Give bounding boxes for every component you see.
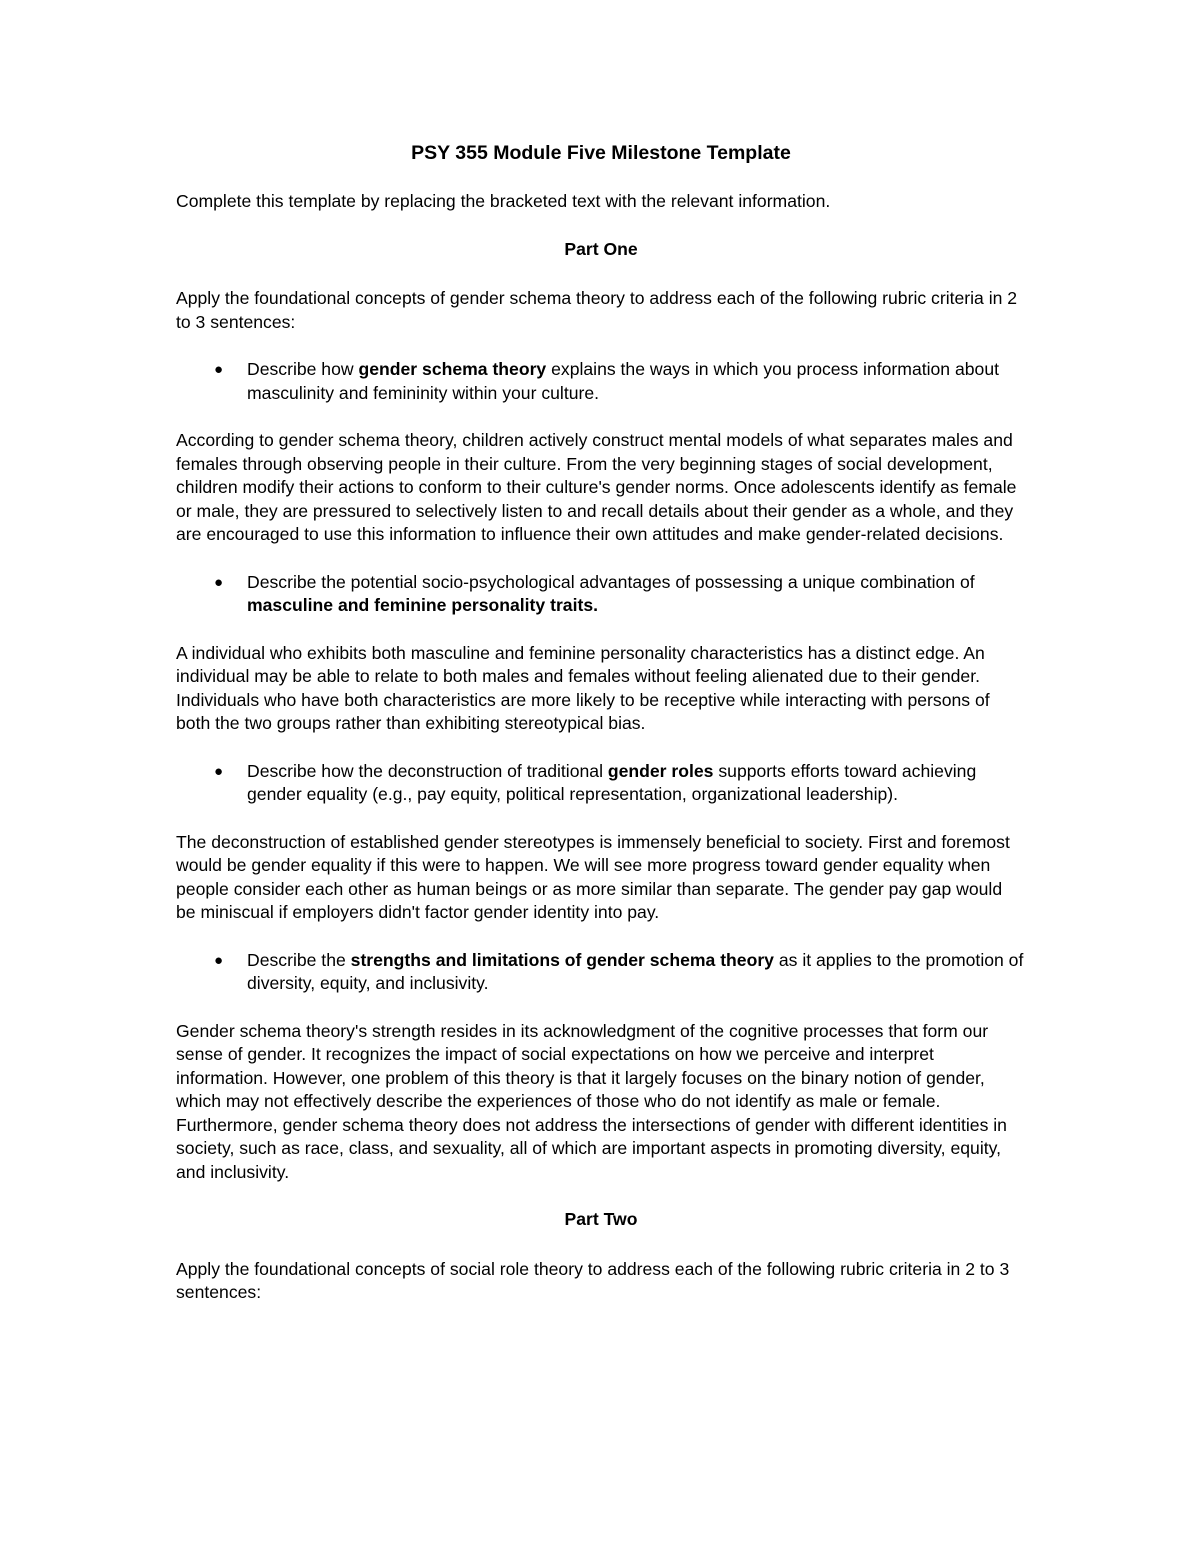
bullet-icon: ● [214,573,224,591]
bullet-icon: ● [214,951,224,969]
intro-text: Complete this template by replacing the bracketed text with the relevant information. [176,191,831,211]
response-paragraph: Gender schema theory's strength resides in its acknowledgment of the cognitive processes that form our sense of gender. It recognizes the impact of social expectations on how we perceive and interpret information. However, one problem of this theory is that it largely focuses on the binary notion of gender, which may not effectively describe the experiences of those who do not identify as male or female. Furthermore, gender schema theory does not address the intersections of gender with different identities in society, such as race, class, and sexuality, all of which are important aspects in promoting diversity, equity, and inclusivity. [176,1020,1007,1182]
prompt-text: Describe the [247,949,351,970]
part-two-heading: Part Two [564,1209,638,1229]
rubric-bullet [176,760,1026,807]
prompt-text: Describe the potential socio-psychological advantages of possessing a unique combination of [247,571,975,592]
part-one-instruction: Apply the foundational concepts of gender schema theory to address each of the following rubric criteria in 2 to 3 sentences: [176,288,1018,332]
prompt-text: Describe how [247,359,359,379]
prompt-bold-term: gender schema theory [358,359,547,379]
response-paragraph: According to gender schema theory, children actively construct mental models of what separates males and females through observing people in their culture. From the very beginning stages of social development, children modify their actions to conform to their culture's gender norms. Once adolescents identify as female or male, they are pressured to selectively listen to and recall details about their gender as a whole, and they are encouraged to use this information to influence their own attitudes and make gender-related decisions. [176,430,1017,544]
prompt-text: explains the ways in which you process information about masculinity and femininity within your culture. [247,359,1000,403]
prompt-text: as it applies to the promotion of diversity, equity, and inclusivity. [247,949,1024,993]
document-title: PSY 355 Module Five Milestone Template [411,142,791,164]
bullet-icon: ● [214,361,224,378]
rubric-bullet [176,949,1026,996]
document-body [176,140,1026,1329]
prompt-bold-term: strengths and limitations of gender schema theory [350,949,774,970]
prompt-text: Describe how the deconstruction of traditional [247,760,608,781]
response-paragraph: A individual who exhibits both masculine and feminine personality characteristics has a distinct edge. An individual may be able to relate to both males and females without feeling alienated due to their gender. Individuals who have both characteristics are more likely to be receptive while interacting with persons of both the two groups rather than exhibiting stereotypical bias. [176,642,990,733]
prompt-bold-term: masculine and feminine personality traits. [247,595,598,615]
part-one-heading: Part One [564,238,638,259]
response-paragraph: The deconstruction of established gender stereotypes is immensely beneficial to society. First and foremost would be gender equality if this were to happen. We will see more progress toward gender equality when people consider each other as human beings or as more similar than separate. The gender pay gap would be miniscual if employers didn't factor gender identity into pay. [176,831,1010,922]
bullet-icon: ● [214,762,224,780]
rubric-bullet [176,571,1026,618]
prompt-text: supports efforts toward achieving gender equality (e.g., pay equity, political representation, organizational leadership). [247,760,977,804]
part-two-instruction: Apply the foundational concepts of social role theory to address each of the following rubric criteria in 2 to 3 sentences: [176,1258,1010,1302]
rubric-bullet [176,358,1026,405]
prompt-bold-term: gender roles [607,760,714,781]
